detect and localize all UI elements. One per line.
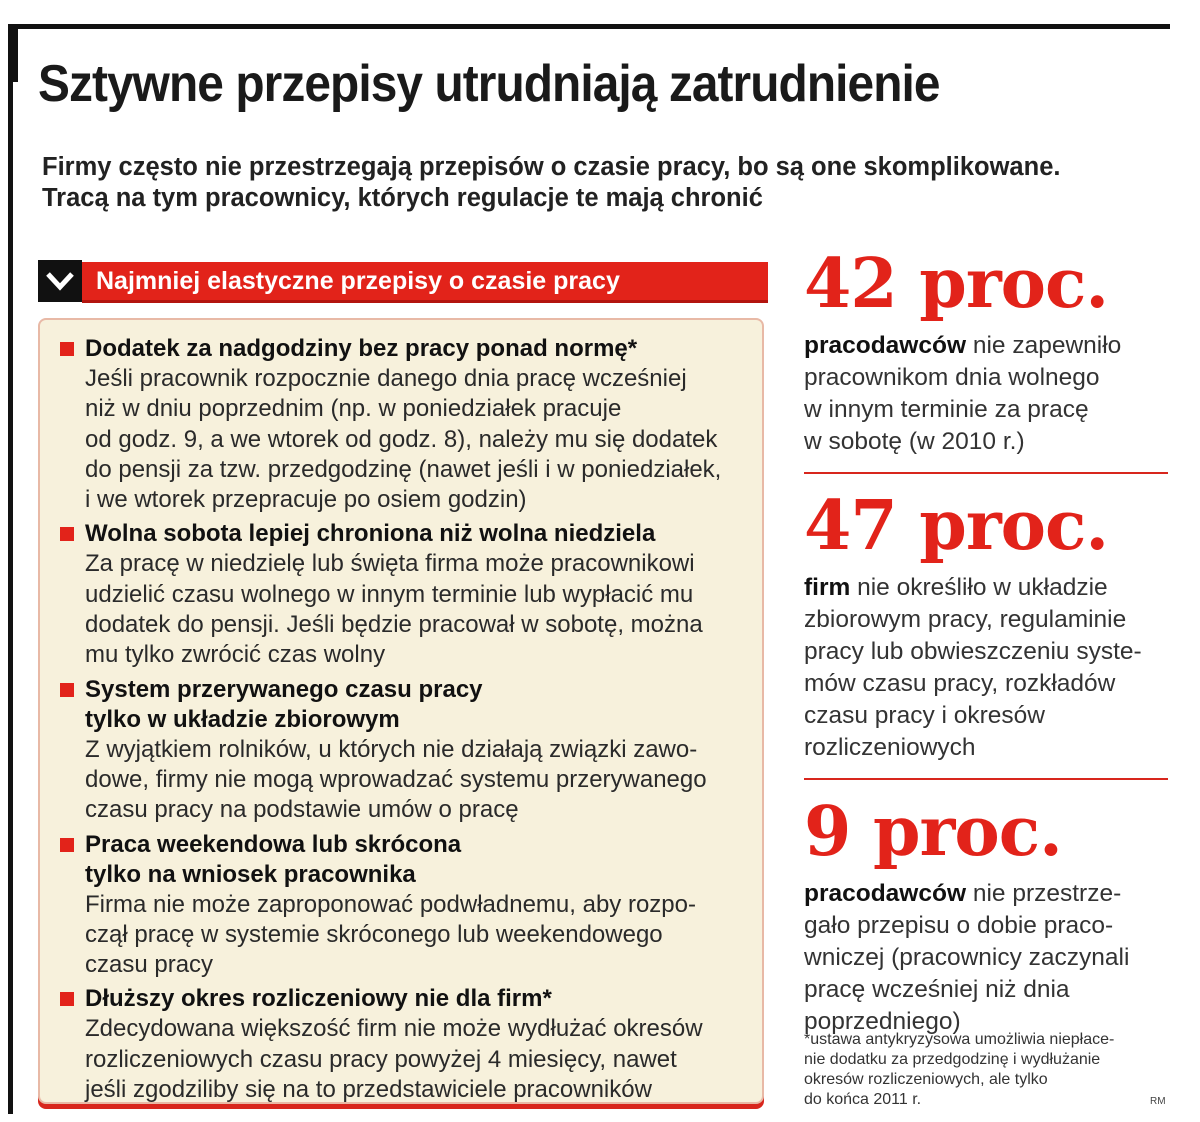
rule-heading: Dodatek za nadgodziny bez pracy ponad normę* — [58, 334, 758, 364]
rule-text-line: Firma nie może zaproponować podwładnemu, aby rozpo- — [85, 890, 696, 918]
rule-item — [58, 830, 758, 981]
rule-text-line: czasu pracy — [85, 951, 214, 979]
square-bullet-icon — [60, 683, 74, 697]
rule-text-line: od godz. 9, a we wtorek od godz. 8), należy mu się dodatek — [85, 425, 718, 453]
stat-desc-line: mów czasu pracy, rozkładów — [804, 670, 1116, 697]
stat-value: 47 proc. — [804, 486, 1109, 566]
stat-desc-line — [804, 878, 1174, 910]
page-title: Sztywne przepisy utrudniają zatrudnienie — [38, 55, 940, 113]
stat-desc-line — [804, 330, 1174, 362]
rule-text-line: do pensji za tzw. przedgodzinę (nawet jeśli i w poniedziałek, — [85, 455, 722, 483]
lead-line: Firmy często nie przestrzegają przepisów o czasie pracy, bo są one skomplikowane. — [42, 153, 1061, 181]
section-header-label: Najmniej elastyczne przepisy o czasie pracy — [96, 267, 620, 295]
square-bullet-icon — [60, 992, 74, 1006]
stat-subject: pracodawców — [804, 880, 967, 907]
stat-desc-line: w sobotę (w 2010 r.) — [804, 428, 1025, 455]
rule-heading: Dłuższy okres rozliczeniowy nie dla firm* — [58, 984, 758, 1014]
stat-subject: firm — [804, 574, 851, 601]
rule-item — [58, 519, 758, 670]
footnote — [804, 1030, 1174, 1110]
rule-text-line: mu tylko zwrócić czas wolny — [85, 641, 386, 669]
rule-text-line: Z wyjątkiem rolników, u których nie działają związki zawo- — [85, 735, 698, 763]
stat-desc-line — [804, 572, 1174, 604]
lead-paragraph — [42, 152, 1172, 214]
stat-subject: pracodawców — [804, 332, 967, 359]
rule-heading: Praca weekendowa lub skrócona — [58, 830, 758, 860]
rules-list — [58, 334, 758, 1109]
rule-item — [58, 675, 758, 826]
stat-desc-line: poprzedniego) — [804, 1008, 961, 1035]
stat-desc-line: rozliczeniowych — [804, 734, 976, 761]
stat-desc-line: wniczej (pracownicy zaczynali — [804, 944, 1130, 971]
stat-desc-text: nie zapewniło — [966, 332, 1122, 359]
rule-text-line: Jeśli pracownik rozpocznie danego dnia pracę wcześniej — [85, 365, 687, 392]
footnote-line: okresów rozliczeniowych, ale tylko — [804, 1071, 1048, 1088]
rule-text-line: niż w dniu poprzednim (np. w poniedziałek pracuje — [85, 395, 622, 423]
stat-block — [804, 244, 1174, 458]
rule-text-line: rozliczeniowych czasu pracy powyżej 4 miesięcy, nawet — [85, 1045, 677, 1073]
stats-column — [804, 244, 1174, 1038]
stat-desc-line: zbiorowym pracy, regulaminie — [804, 606, 1127, 633]
rule-text-line: Za pracę w niedzielę lub święta firma może pracownikowi — [85, 550, 695, 578]
rule-text-line: dodatek do pensji. Jeśli będzie pracował w sobotę, można — [85, 611, 703, 639]
stat-desc-line: w innym terminie za pracę — [804, 396, 1089, 423]
rule-text-line: jeśli zgodziliby się na to przedstawiciele pracowników — [85, 1076, 652, 1104]
stat-value: 9 proc. — [804, 792, 1062, 872]
footnote-line: nie dodatku za przedgodzinę i wydłużanie — [804, 1051, 1101, 1068]
rules-box — [38, 318, 764, 1104]
rule-text-line: dowe, firmy nie mogą wprowadzać systemu przerywanego — [85, 765, 707, 793]
stat-divider — [804, 778, 1168, 780]
stat-description — [804, 878, 1174, 1038]
rule-text-line: czasu pracy na podstawie umów o pracę — [85, 796, 519, 824]
footnote-line: *ustawa antykryzysowa umożliwia niepłace- — [804, 1031, 1115, 1048]
rule-heading: System przerywanego czasu pracy — [58, 675, 758, 705]
rule-item — [58, 334, 758, 515]
stat-value: 42 proc. — [804, 244, 1109, 324]
rule-heading: tylko na wniosek pracownika — [85, 860, 416, 888]
section-header — [38, 260, 768, 302]
rule-heading: Wolna sobota lepiej chroniona niż wolna niedziela — [58, 519, 758, 549]
rule-text-line: udzielić czasu wolnego w innym terminie lub wypłacić mu — [85, 580, 694, 608]
rule-heading: tylko w układzie zbiorowym — [85, 705, 400, 733]
footnote-line: do końca 2011 r. — [804, 1091, 922, 1108]
rule-text-line: czął pracę w systemie skróconego lub weekendowego — [85, 920, 663, 948]
frame-left-rule — [8, 24, 13, 1114]
square-bullet-icon — [60, 527, 74, 541]
stat-desc-line: pracownikom dnia wolnego — [804, 364, 1100, 391]
stat-desc-line: pracę wcześniej niż dnia — [804, 976, 1070, 1003]
stat-description — [804, 330, 1174, 458]
frame-corner — [8, 24, 18, 82]
square-bullet-icon — [60, 342, 74, 356]
rule-text-line: i we wtorek przepracuje po osiem godzin) — [85, 486, 527, 514]
stat-desc-line: czasu pracy i okresów — [804, 702, 1046, 729]
stat-desc-line: gało przepisu o dobie praco- — [804, 912, 1114, 939]
stat-description — [804, 572, 1174, 764]
rule-text-line: Zdecydowana większość firm nie może wydłużać okresów — [85, 1015, 703, 1043]
stat-desc-text: nie określiło w układzie — [850, 574, 1108, 601]
stat-block — [804, 792, 1174, 1038]
rule-item — [58, 984, 758, 1105]
stat-block — [804, 486, 1174, 764]
author-credit: RM — [1150, 1096, 1166, 1107]
chevron-down-icon — [38, 260, 82, 302]
lead-line: Tracą na tym pracownicy, których regulacje te mają chronić — [42, 184, 763, 212]
square-bullet-icon — [60, 838, 74, 852]
stat-desc-line: pracy lub obwieszczeniu syste- — [804, 638, 1142, 665]
frame-top-rule — [8, 24, 1170, 29]
stat-desc-text: nie przestrze- — [966, 880, 1122, 907]
section-header-bar — [82, 262, 768, 300]
stat-divider — [804, 472, 1168, 474]
